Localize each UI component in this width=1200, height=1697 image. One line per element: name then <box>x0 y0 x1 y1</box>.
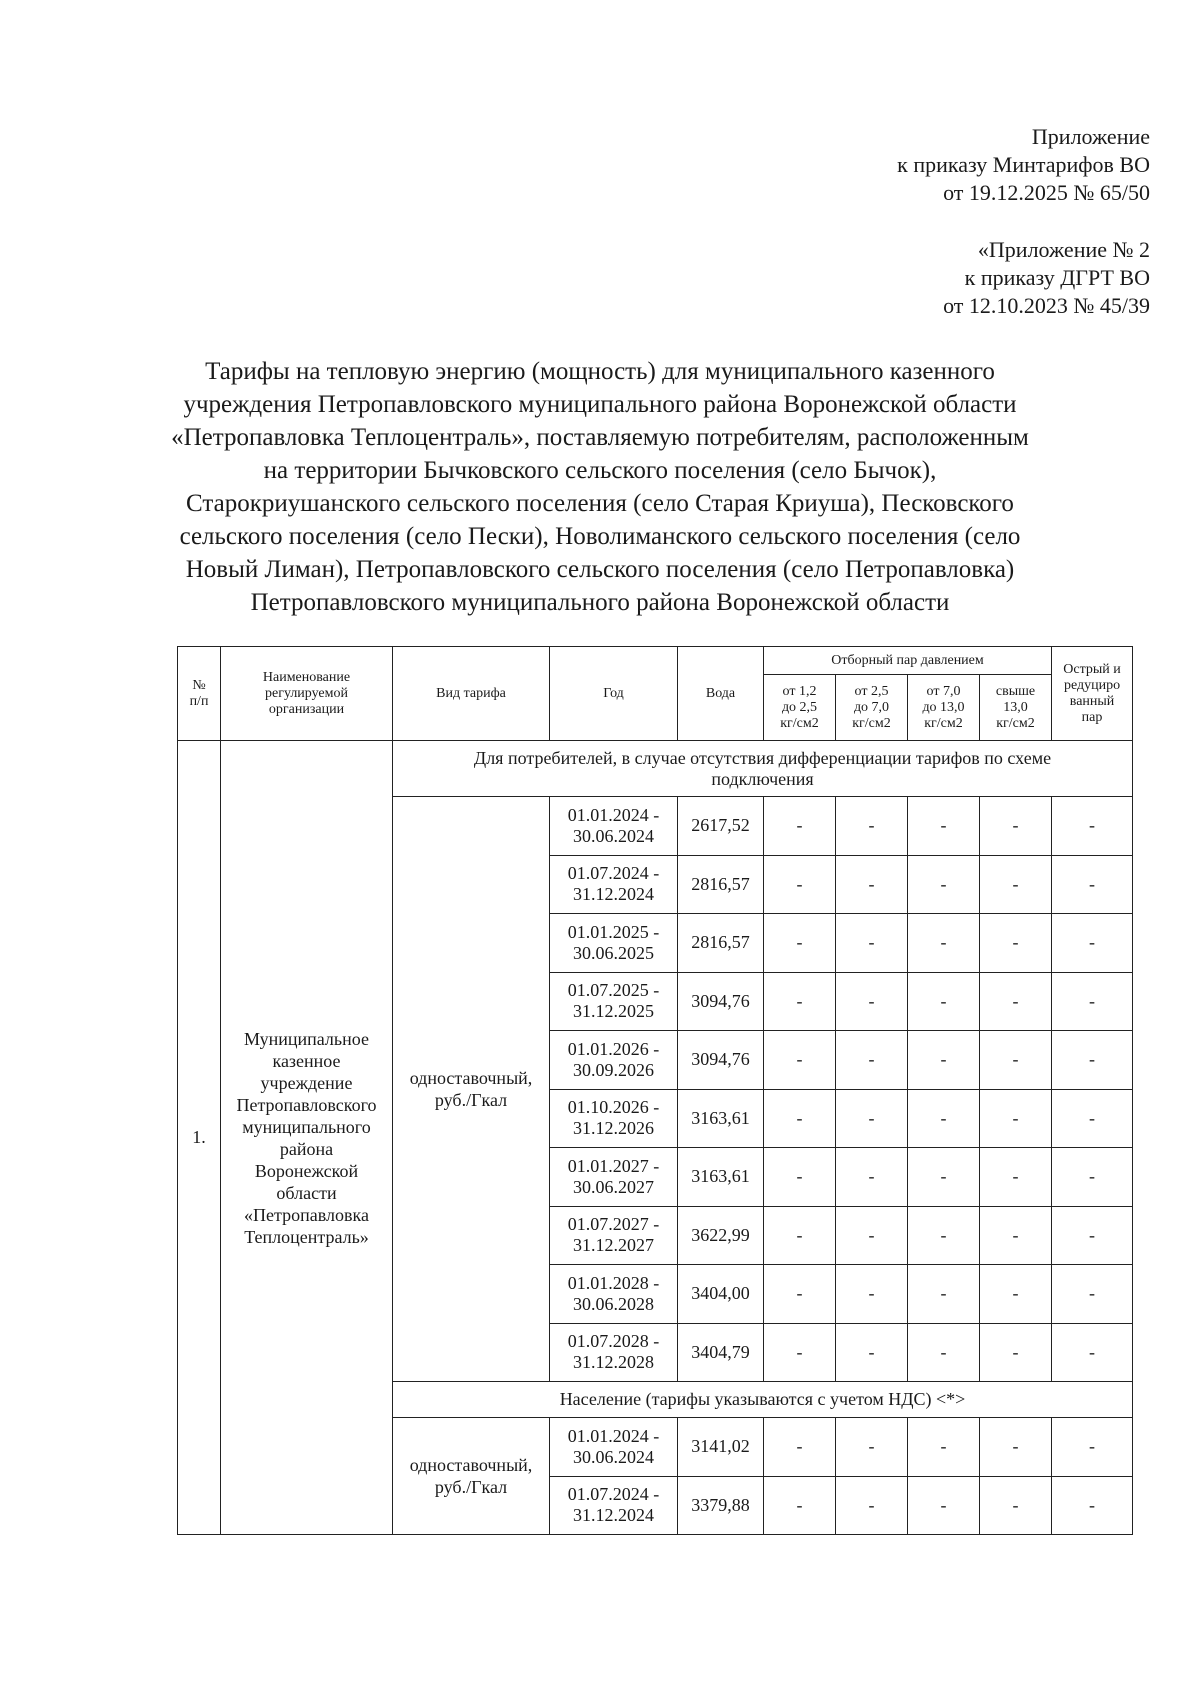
org-line: «Петропавловка <box>244 1204 369 1225</box>
steam-cell: - <box>836 1031 908 1090</box>
header-steam-4 <box>980 675 1052 741</box>
period-to: 30.06.2028 <box>573 1293 654 1314</box>
water-cell: 3094,76 <box>678 1031 764 1090</box>
period-to: 30.09.2026 <box>573 1059 654 1080</box>
steam-cell: - <box>764 855 836 914</box>
steam-cell: - <box>980 1323 1052 1382</box>
period-to: 31.12.2024 <box>573 884 654 905</box>
water-cell: 3163,61 <box>678 1148 764 1207</box>
period-to: 30.06.2027 <box>573 1176 654 1197</box>
steam-cell: - <box>836 1089 908 1148</box>
header-text: регулируемой <box>264 685 348 701</box>
sharp-steam-cell: - <box>1052 1265 1133 1324</box>
header-organization <box>221 647 393 741</box>
header-text: кг/см2 <box>924 715 963 731</box>
header-steam-1 <box>764 675 836 741</box>
sharp-steam-cell: - <box>1052 1206 1133 1265</box>
steam-cell: - <box>836 972 908 1031</box>
title-line: Тарифы на тепловую энергию (мощность) для муниципального казенного <box>205 358 995 385</box>
sharp-steam-cell: - <box>1052 1476 1133 1535</box>
steam-cell: - <box>980 1089 1052 1148</box>
steam-cell: - <box>908 1148 980 1207</box>
header-text: организации <box>268 701 345 717</box>
period-cell <box>550 855 678 914</box>
period-to: 31.12.2028 <box>573 1352 654 1373</box>
water-cell: 3163,61 <box>678 1089 764 1148</box>
header-water: Вода <box>678 647 764 741</box>
period-to: 30.06.2024 <box>573 1446 654 1467</box>
header-text: кг/см2 <box>996 715 1035 731</box>
header-text: от 1,2 <box>782 683 817 699</box>
steam-cell: - <box>980 1476 1052 1535</box>
header-sharp-steam <box>1052 647 1133 741</box>
sharp-steam-cell: - <box>1052 1418 1133 1477</box>
water-cell: 3622,99 <box>678 1206 764 1265</box>
steam-cell: - <box>908 1418 980 1477</box>
header-text: до 2,5 <box>781 699 818 715</box>
tariff-kind-line: руб./Гкал <box>434 1477 508 1497</box>
period-cell <box>550 1476 678 1535</box>
org-line: учреждение <box>260 1072 353 1093</box>
steam-cell: - <box>980 914 1052 973</box>
water-cell: 3094,76 <box>678 972 764 1031</box>
header-steam-3 <box>908 675 980 741</box>
water-cell: 3141,02 <box>678 1418 764 1477</box>
header-text: от 2,5 <box>854 683 889 699</box>
period-cell <box>550 1418 678 1477</box>
steam-cell: - <box>764 1323 836 1382</box>
document-title <box>150 355 1050 619</box>
section-header-population: Население (тарифы указываются с учетом НДС) <*> <box>393 1382 1133 1418</box>
steam-cell: - <box>980 1031 1052 1090</box>
header-text: кг/см2 <box>780 715 819 731</box>
sharp-steam-cell: - <box>1052 1323 1133 1382</box>
steam-cell: - <box>764 1148 836 1207</box>
tariff-kind-general <box>393 797 550 1382</box>
steam-cell: - <box>764 1418 836 1477</box>
period-from: 01.07.2024 - <box>567 1484 660 1505</box>
steam-cell: - <box>764 797 836 856</box>
header-text: кг/см2 <box>852 715 891 731</box>
steam-cell: - <box>764 914 836 973</box>
period-to: 30.06.2024 <box>573 825 654 846</box>
steam-cell: - <box>836 1148 908 1207</box>
org-line: Муниципальное <box>244 1028 369 1049</box>
steam-cell: - <box>836 914 908 973</box>
org-line: района <box>279 1138 334 1159</box>
header-text: редуциро <box>1063 677 1121 693</box>
period-cell <box>550 1206 678 1265</box>
period-from: 01.01.2028 - <box>567 1272 660 1293</box>
steam-cell: - <box>980 1148 1052 1207</box>
steam-cell: - <box>908 914 980 973</box>
period-cell <box>550 797 678 856</box>
period-to: 30.06.2025 <box>573 942 654 963</box>
water-cell: 2816,57 <box>678 914 764 973</box>
steam-cell: - <box>836 1206 908 1265</box>
steam-cell: - <box>908 1476 980 1535</box>
row-number: 1. <box>178 741 221 1535</box>
steam-cell: - <box>908 1089 980 1148</box>
tariff-kind-line: одноставочный, <box>409 1068 533 1088</box>
org-line: Теплоцентраль» <box>244 1226 369 1247</box>
sharp-steam-cell: - <box>1052 972 1133 1031</box>
approval-block-ministry <box>897 123 1150 207</box>
period-cell <box>550 1089 678 1148</box>
water-cell: 2617,52 <box>678 797 764 856</box>
sharp-steam-cell: - <box>1052 1089 1133 1148</box>
steam-cell: - <box>980 797 1052 856</box>
steam-cell: - <box>836 1476 908 1535</box>
sharp-steam-cell: - <box>1052 1148 1133 1207</box>
sharp-steam-cell: - <box>1052 914 1133 973</box>
header-text: Острый и <box>1063 661 1121 677</box>
period-from: 01.01.2024 - <box>567 1425 660 1446</box>
period-cell <box>550 1148 678 1207</box>
period-cell <box>550 1031 678 1090</box>
header-text: до 7,0 <box>853 699 890 715</box>
header-tariff-kind: Вид тарифа <box>393 647 550 741</box>
steam-cell: - <box>980 1206 1052 1265</box>
steam-cell: - <box>836 1265 908 1324</box>
header-text: 13,0 <box>1003 699 1028 715</box>
header-year: Год <box>550 647 678 741</box>
period-from: 01.01.2024 - <box>567 804 660 825</box>
header-text: свыше <box>995 683 1036 699</box>
approval-block-dgrt <box>943 236 1150 320</box>
tariff-kind-population <box>393 1418 550 1535</box>
approval-line: «Приложение № 2 <box>977 237 1150 262</box>
tariff-table <box>177 646 1133 1535</box>
header-text: п/п <box>189 693 209 709</box>
steam-cell: - <box>908 855 980 914</box>
period-to: 31.12.2026 <box>573 1118 654 1139</box>
period-from: 01.07.2025 - <box>567 980 660 1001</box>
steam-cell: - <box>980 972 1052 1031</box>
water-cell: 3404,00 <box>678 1265 764 1324</box>
steam-cell: - <box>836 797 908 856</box>
period-cell <box>550 914 678 973</box>
approval-line: к приказу ДГРТ ВО <box>964 265 1150 290</box>
steam-cell: - <box>764 972 836 1031</box>
water-cell: 3379,88 <box>678 1476 764 1535</box>
steam-cell: - <box>764 1476 836 1535</box>
section-header-general <box>393 741 1133 797</box>
period-from: 01.07.2024 - <box>567 863 660 884</box>
water-cell: 3404,79 <box>678 1323 764 1382</box>
period-cell <box>550 1323 678 1382</box>
title-line: учреждения Петропавловского муниципального района Воронежской области <box>183 391 1017 418</box>
steam-cell: - <box>908 1323 980 1382</box>
header-steam-group: Отборный пар давлением <box>764 647 1052 675</box>
header-steam-2 <box>836 675 908 741</box>
steam-cell: - <box>764 1031 836 1090</box>
period-from: 01.07.2027 - <box>567 1214 660 1235</box>
tariff-kind-line: руб./Гкал <box>434 1090 508 1110</box>
approval-line: от 19.12.2025 № 65/50 <box>943 180 1150 205</box>
org-line: муниципального <box>242 1116 371 1137</box>
header-text: ванный <box>1069 693 1115 709</box>
steam-cell: - <box>836 1323 908 1382</box>
title-line: Петропавловского муниципального района Воронежской области <box>250 589 950 616</box>
organization-name <box>221 741 393 1535</box>
water-cell: 2816,57 <box>678 855 764 914</box>
period-from: 01.01.2027 - <box>567 1155 660 1176</box>
org-line: казенное <box>272 1050 341 1071</box>
title-line: на территории Бычковского сельского поселения (село Бычок), <box>263 457 937 484</box>
approval-line: от 12.10.2023 № 45/39 <box>943 293 1150 318</box>
steam-cell: - <box>908 1031 980 1090</box>
title-line: «Петропавловка Теплоцентраль», поставляемую потребителям, расположенным <box>171 424 1029 451</box>
period-from: 01.01.2025 - <box>567 921 660 942</box>
tariff-kind-line: одноставочный, <box>409 1455 533 1475</box>
steam-cell: - <box>764 1265 836 1324</box>
header-text: Наименование <box>262 669 351 685</box>
steam-cell: - <box>980 1418 1052 1477</box>
period-to: 31.12.2025 <box>573 1001 654 1022</box>
approval-line: к приказу Минтарифов ВО <box>897 152 1150 177</box>
header-text: № <box>192 677 206 693</box>
period-to: 31.12.2027 <box>573 1235 654 1256</box>
org-line: Петропавловского <box>236 1094 377 1115</box>
header-text: до 13,0 <box>922 699 965 715</box>
sharp-steam-cell: - <box>1052 855 1133 914</box>
steam-cell: - <box>836 1418 908 1477</box>
section-label-line: подключения <box>711 768 814 789</box>
approval-line: Приложение <box>1031 124 1150 149</box>
title-line: сельского поселения (село Пески), Новолиманского сельского поселения (село <box>179 523 1021 550</box>
header-text: пар <box>1081 709 1103 725</box>
org-line: области <box>276 1182 337 1203</box>
title-line: Новый Лиман), Петропавловского сельского поселения (село Петропавловка) <box>185 556 1015 583</box>
steam-cell: - <box>980 1265 1052 1324</box>
sharp-steam-cell: - <box>1052 1031 1133 1090</box>
period-from: 01.07.2028 - <box>567 1331 660 1352</box>
title-line: Старокриушанского сельского поселения (село Старая Криуша), Песковского <box>186 490 1014 517</box>
org-line: Воронежской <box>254 1160 359 1181</box>
period-to: 31.12.2024 <box>573 1505 654 1526</box>
period-from: 01.10.2026 - <box>567 1097 660 1118</box>
steam-cell: - <box>908 972 980 1031</box>
period-from: 01.01.2026 - <box>567 1038 660 1059</box>
steam-cell: - <box>836 855 908 914</box>
steam-cell: - <box>764 1089 836 1148</box>
sharp-steam-cell: - <box>1052 797 1133 856</box>
steam-cell: - <box>764 1206 836 1265</box>
steam-cell: - <box>908 797 980 856</box>
steam-cell: - <box>908 1265 980 1324</box>
section-label-line: Для потребителей, в случае отсутствия дифференциации тарифов по схеме <box>473 747 1052 768</box>
period-cell <box>550 972 678 1031</box>
period-cell <box>550 1265 678 1324</box>
header-text: от 7,0 <box>926 683 961 699</box>
steam-cell: - <box>980 855 1052 914</box>
steam-cell: - <box>908 1206 980 1265</box>
header-number <box>178 647 221 741</box>
